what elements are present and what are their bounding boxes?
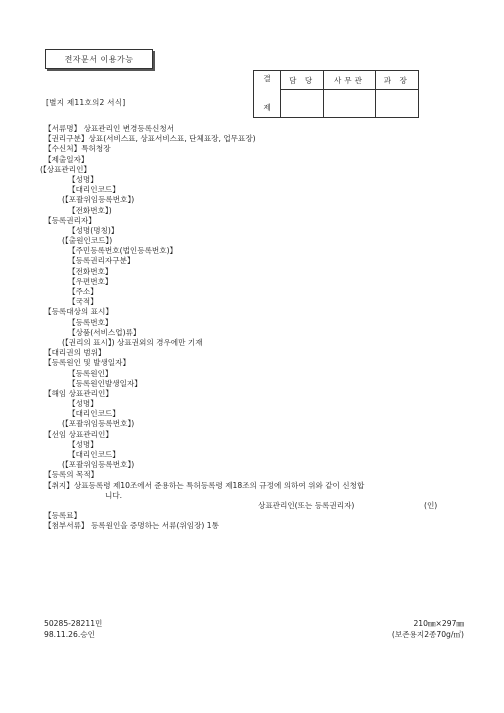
approval-sign-chief <box>375 90 418 118</box>
electronic-document-badge <box>45 49 153 69</box>
form-line: 【전화번호】) <box>68 205 112 215</box>
form-line: 【선임 상표관리인】 <box>44 429 113 439</box>
paper-type: (보존용지2종70g/㎡) <box>391 629 464 639</box>
badge-label: 전자문서 이용가능 <box>64 54 134 64</box>
field-lines <box>40 124 484 501</box>
form-line: 【등록원인】 <box>68 368 113 378</box>
approval-col-chief: 과 장 <box>375 71 418 90</box>
form-code: 50285-28211민 <box>44 619 103 628</box>
form-line: 【등록료】 <box>44 511 82 521</box>
signature-seal: (인) <box>424 500 438 510</box>
form-line: 【국적】 <box>68 297 98 307</box>
signature-row <box>44 501 484 511</box>
form-line: 【첨부서류】 등록원인을 증명하는 서류(위임장) 1통 <box>44 521 219 531</box>
form-line: (【출원인코드】) <box>62 236 113 246</box>
form-line: 【대리인코드】 <box>68 185 120 195</box>
form-line: (【포괄위임등록번호】) <box>62 460 135 470</box>
form-line: 【대리인코드】 <box>68 450 120 459</box>
approval-side-label-1: 결 <box>263 74 271 84</box>
approval-side-label <box>254 71 281 118</box>
form-line: 【등록대상의 표시】 <box>44 307 113 317</box>
form-line: 【성명】 <box>68 399 98 409</box>
approval-date: 98.11.26.승인 <box>44 629 95 639</box>
form-line: 【제출일자】 <box>44 154 89 164</box>
form-line: 【성명】 <box>68 439 98 449</box>
form-line: 【등록권리자구분】 <box>68 256 135 266</box>
form-line: 니다. <box>105 490 123 500</box>
signature-label: 상표관리인(또는 등록권리자) <box>258 500 355 510</box>
form-line: 【대리인코드】 <box>68 409 120 419</box>
form-line: 【성명】 <box>68 174 98 184</box>
form-line: 【수신처】특허청장 <box>44 144 111 154</box>
approval-sign-officer <box>324 90 375 118</box>
form-line: 【해임 상표관리인】 <box>44 388 113 398</box>
form-line: 【등록원인 및 발생일자】 <box>44 358 131 368</box>
form-reference: [별지 제11호의2 서식] <box>46 98 126 107</box>
form-line: 【등록의 목적】 <box>44 470 99 480</box>
paper-size: 210㎜×297㎜ <box>413 619 464 628</box>
form-line: 【주소】 <box>68 287 98 296</box>
form-line: 【등록권리자】 <box>44 215 96 225</box>
form-line: 【등록원인발생일자】 <box>68 378 142 388</box>
form-line: (【포괄위임등록번호】) <box>62 195 135 205</box>
approval-sign-staff <box>281 90 324 118</box>
approval-box <box>253 70 419 118</box>
form-line: 【등록번호】 <box>68 317 113 327</box>
form-line: 【주민등록번호(법인등록번호)】 <box>68 246 178 256</box>
form-line: (【상표관리인】 <box>40 164 92 174</box>
form-line: 【권리구분】상표(서비스표, 상표서비스표, 단체표장, 업무표장) <box>44 134 256 144</box>
form-line: (【포괄위임등록번호】) <box>62 419 135 429</box>
form-line: 【대리권의 범위】 <box>44 348 106 358</box>
form-line: (【권리의 표시】) 상표권외의 경우에만 기재 <box>62 337 203 347</box>
form-line: 【성명(명칭)】 <box>68 225 119 235</box>
approval-col-officer: 사무관 <box>324 71 375 90</box>
footer-left <box>44 619 102 640</box>
form-fields <box>40 124 484 532</box>
form-line: 【취지】상표등록령 제10조에서 준용하는 특허등록령 제18조의 규정에 의하여 위와 같이 신청합 <box>44 480 365 490</box>
approval-col-staff: 담 당 <box>281 71 324 90</box>
form-line: 【전화번호】 <box>68 266 113 276</box>
footer-right <box>392 619 464 640</box>
tail-lines <box>44 511 484 531</box>
form-line: 【우편번호】 <box>68 276 113 286</box>
form-line: 【상품(서비스업)류】 <box>68 327 141 337</box>
approval-side-label-2: 제 <box>263 103 271 113</box>
form-line: 【서류명】 상표관리인 변경등록신청서 <box>44 124 175 133</box>
